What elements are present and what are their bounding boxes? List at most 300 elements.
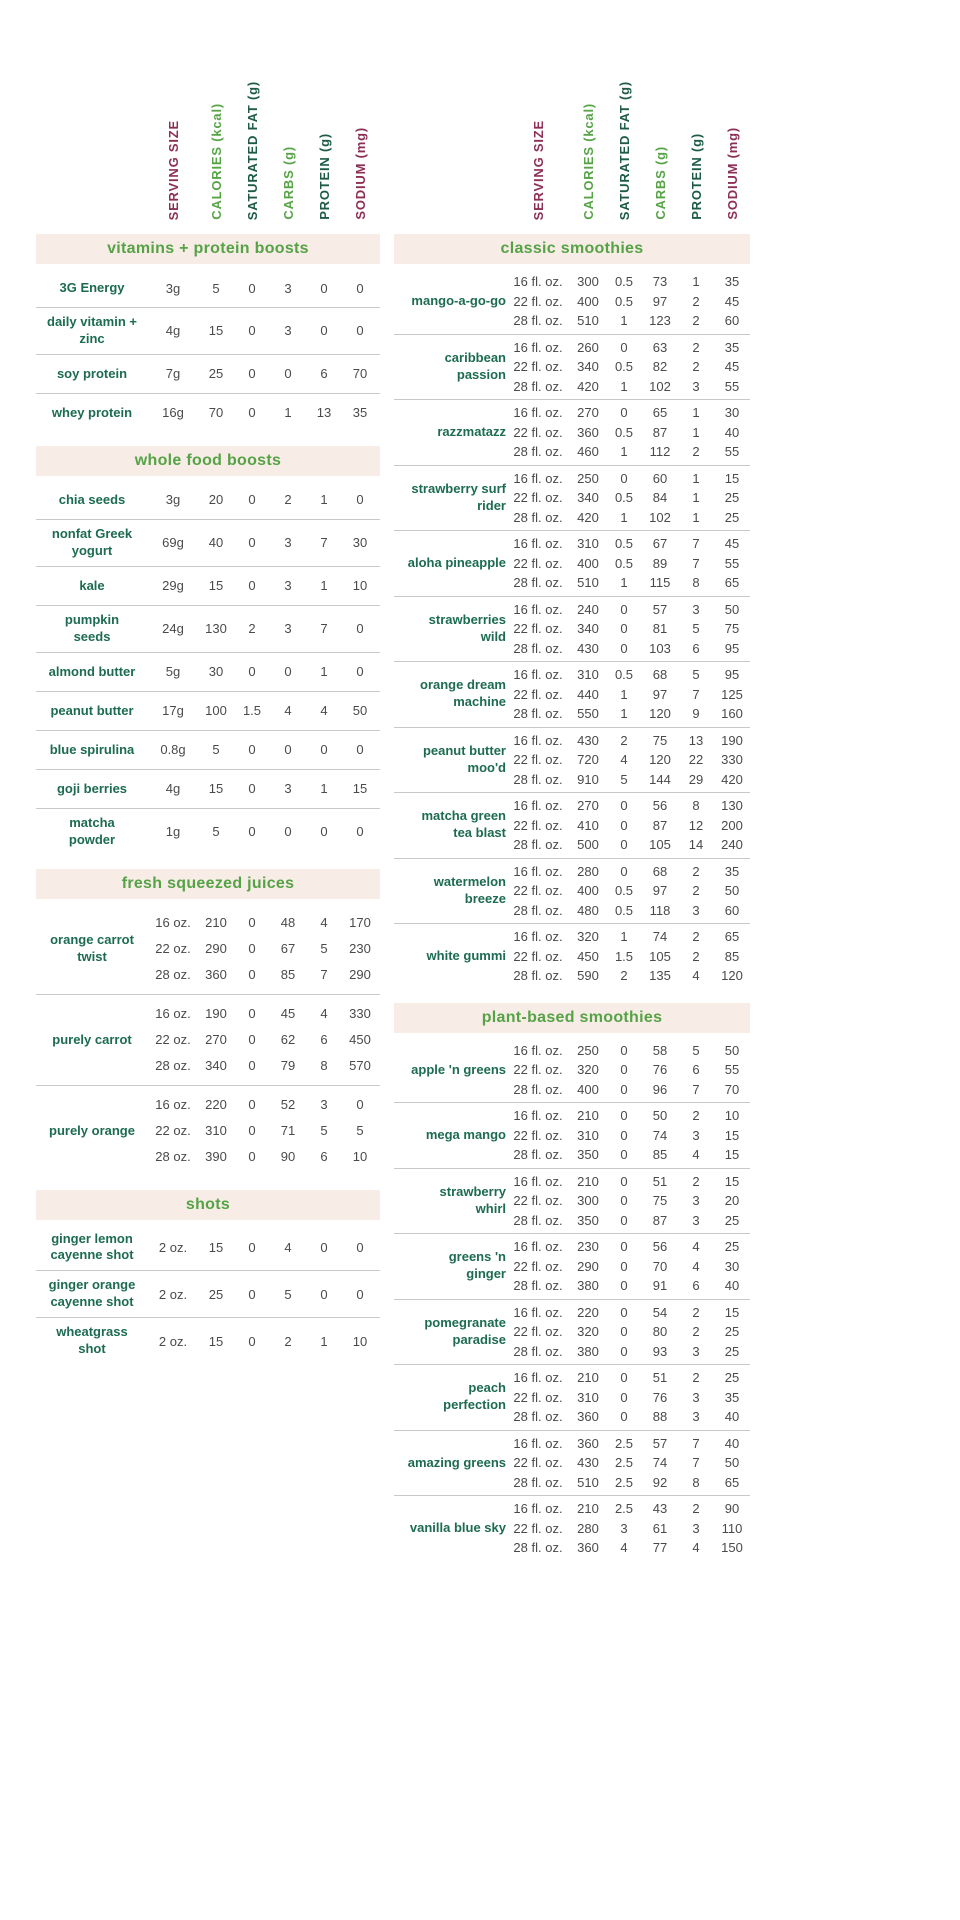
item-size-rows: [148, 1328, 380, 1354]
size-row: [148, 659, 380, 685]
calories-cell: 310: [205, 1123, 227, 1139]
protein-cell: 1: [320, 1333, 328, 1349]
item-size-rows: [148, 1281, 380, 1307]
sodium-cell: 0: [356, 280, 364, 296]
size-row: [506, 1191, 750, 1211]
sodium-cell: 330: [721, 752, 743, 768]
protein-cell: 3: [692, 1193, 700, 1209]
table-row: [36, 307, 380, 354]
serving-size-cell: 22 fl. oz.: [513, 1455, 563, 1471]
saturated-fat-cell: 0: [248, 1006, 256, 1022]
carbs-cell: 67: [652, 536, 668, 552]
item-name: [36, 1277, 148, 1311]
carbs-cell: 70: [652, 1258, 668, 1274]
saturated-fat-cell: 0: [248, 492, 256, 508]
column-header-label: PROTEIN (g): [688, 133, 704, 220]
saturated-fat-cell: 4: [620, 752, 628, 768]
serving-size-cell: 16 fl. oz.: [513, 1108, 563, 1124]
table-row: [394, 1168, 750, 1234]
carbs-cell: 82: [652, 359, 668, 375]
serving-size-cell: 22 fl. oz.: [513, 555, 563, 571]
carbs-cell: 89: [652, 555, 668, 571]
serving-size-cell: 28 fl. oz.: [513, 837, 563, 853]
protein-cell: 29: [688, 771, 704, 787]
size-row: [506, 508, 750, 528]
calories-cell: 190: [205, 1006, 227, 1022]
saturated-fat-cell: 0: [248, 781, 256, 797]
sodium-cell: 25: [724, 1370, 740, 1386]
item-size-rows: [148, 1235, 380, 1261]
sodium-cell: 0: [356, 1286, 364, 1302]
protein-cell: 6: [692, 1062, 700, 1078]
saturated-fat-cell: 0: [620, 1324, 628, 1340]
sodium-cell: 15: [724, 470, 740, 486]
table-row: [36, 1225, 380, 1271]
item-name: [394, 808, 506, 842]
item-name: [36, 1231, 148, 1265]
size-row: [506, 619, 750, 639]
carbs-cell: 105: [649, 837, 671, 853]
carbs-cell: 68: [652, 667, 668, 683]
table-row: [36, 1317, 380, 1364]
section-header: [36, 234, 380, 264]
saturated-fat-cell: 2: [620, 732, 628, 748]
section-title: plant-based smoothies: [481, 1008, 663, 1026]
serving-size-cell: 16 fl. oz.: [513, 667, 563, 683]
calories-cell: 350: [577, 1147, 599, 1163]
item-name: [394, 1184, 506, 1218]
size-row: [148, 1144, 380, 1170]
serving-size-cell: 22 fl. oz.: [513, 752, 563, 768]
item-name-text: chia seeds: [58, 491, 126, 507]
saturated-fat-cell: 1.5: [242, 703, 262, 719]
protein-cell: 4: [692, 1540, 700, 1556]
protein-cell: 6: [692, 640, 700, 656]
calories-cell: 210: [577, 1370, 599, 1386]
table-row: [394, 727, 750, 793]
size-row: [506, 423, 750, 443]
serving-size-cell: 4g: [165, 323, 181, 339]
item-name-text: soy protein: [56, 365, 128, 381]
serving-size-cell: 28 fl. oz.: [513, 509, 563, 525]
serving-size-cell: 28 fl. oz.: [513, 771, 563, 787]
calories-cell: 510: [577, 575, 599, 591]
sodium-cell: 60: [724, 902, 740, 918]
table-row: [36, 808, 380, 855]
serving-size-cell: 28 fl. oz.: [513, 1540, 563, 1556]
saturated-fat-cell: 0: [248, 323, 256, 339]
item-name: [36, 1324, 148, 1358]
column-header-label: SATURATED FAT (g): [244, 80, 260, 220]
sodium-cell: 10: [352, 1333, 368, 1349]
carbs-cell: 85: [652, 1147, 668, 1163]
sodium-cell: 170: [349, 915, 371, 931]
saturated-fat-cell: 0.5: [614, 902, 634, 918]
protein-cell: 4: [320, 1006, 328, 1022]
sodium-cell: 55: [724, 1062, 740, 1078]
size-row: [148, 530, 380, 556]
saturated-fat-cell: 0: [620, 470, 628, 486]
table-row: [394, 1495, 750, 1561]
item-name-text: pomegranate paradise: [424, 1314, 506, 1347]
size-row: [506, 835, 750, 855]
protein-cell: 14: [688, 837, 704, 853]
calories-cell: 310: [577, 536, 599, 552]
item-size-rows: [506, 1041, 750, 1100]
item-size-rows: [506, 862, 750, 921]
carbs-cell: 97: [652, 883, 668, 899]
sodium-cell: 10: [724, 1108, 740, 1124]
section-header: [394, 1003, 750, 1033]
calories-cell: 320: [577, 1324, 599, 1340]
saturated-fat-cell: 0: [620, 1389, 628, 1405]
item-name-text: greens 'n ginger: [448, 1249, 506, 1282]
calories-cell: 420: [577, 509, 599, 525]
carbs-cell: 93: [652, 1343, 668, 1359]
section-title: fresh squeezed juices: [121, 874, 295, 892]
calories-cell: 300: [577, 1193, 599, 1209]
item-name: [36, 314, 148, 348]
table-row: [36, 691, 380, 730]
size-row: [506, 1060, 750, 1080]
size-row: [506, 1538, 750, 1558]
size-row: [148, 698, 380, 724]
serving-size-cell: 28 fl. oz.: [513, 968, 563, 984]
sodium-cell: 40: [724, 424, 740, 440]
serving-size-cell: 22 fl. oz.: [513, 621, 563, 637]
protein-cell: 1: [692, 274, 700, 290]
size-row: [506, 1106, 750, 1126]
size-row: [506, 750, 750, 770]
carbs-cell: 51: [652, 1370, 668, 1386]
item-name-text: vanilla blue sky: [409, 1520, 506, 1536]
calories-cell: 340: [577, 359, 599, 375]
carbs-cell: 45: [280, 1006, 296, 1022]
section-header: [36, 1190, 380, 1220]
table-row: [394, 858, 750, 924]
carbs-cell: 87: [652, 424, 668, 440]
saturated-fat-cell: 2.5: [614, 1455, 634, 1471]
protein-cell: 0: [320, 742, 328, 758]
calories-cell: 360: [577, 1409, 599, 1425]
sodium-cell: 85: [724, 948, 740, 964]
item-name-text: peanut butter moo'd: [422, 742, 506, 775]
saturated-fat-cell: 4: [620, 1540, 628, 1556]
carbs-cell: 1: [284, 405, 292, 421]
saturated-fat-cell: 0.5: [614, 490, 634, 506]
size-row: [148, 819, 380, 845]
size-row: [506, 1276, 750, 1296]
item-size-rows: [506, 927, 750, 986]
table-row: [394, 269, 750, 334]
sodium-cell: 70: [352, 366, 368, 382]
serving-size-cell: 28 fl. oz.: [513, 1278, 563, 1294]
serving-size-cell: 16 fl. oz.: [513, 929, 563, 945]
saturated-fat-cell: 0.5: [614, 359, 634, 375]
size-row: [506, 1172, 750, 1192]
serving-size-cell: 22 oz.: [155, 1032, 191, 1048]
serving-size-cell: 16 fl. oz.: [513, 1370, 563, 1386]
size-row: [148, 1328, 380, 1354]
serving-size-cell: 22 fl. oz.: [513, 359, 563, 375]
protein-cell: 5: [692, 1042, 700, 1058]
carbs-cell: 118: [649, 902, 671, 918]
item-size-rows: [506, 338, 750, 397]
item-size-rows: [148, 659, 380, 685]
calories-cell: 250: [577, 470, 599, 486]
protein-cell: 4: [692, 1258, 700, 1274]
item-size-rows: [506, 1303, 750, 1362]
sodium-cell: 35: [724, 1389, 740, 1405]
protein-cell: 4: [692, 1147, 700, 1163]
carbs-cell: 97: [652, 293, 668, 309]
carbs-cell: 87: [652, 1212, 668, 1228]
carbs-cell: 3: [284, 578, 292, 594]
calories-cell: 500: [577, 837, 599, 853]
saturated-fat-cell: 1: [620, 378, 628, 394]
calories-cell: 430: [577, 732, 599, 748]
serving-size-cell: 2 oz.: [158, 1240, 188, 1255]
sodium-cell: 25: [724, 509, 740, 525]
column-header-calories: [570, 103, 606, 220]
calories-cell: 320: [577, 1062, 599, 1078]
sodium-cell: 0: [356, 1097, 364, 1113]
serving-size-cell: 16 fl. oz.: [513, 1501, 563, 1517]
saturated-fat-cell: 0: [620, 1304, 628, 1320]
saturated-fat-cell: 0: [248, 1123, 256, 1139]
calories-cell: 430: [577, 1455, 599, 1471]
protein-cell: 2: [692, 1173, 700, 1189]
protein-cell: 7: [692, 686, 700, 702]
column-header-carbs: [642, 146, 678, 220]
protein-cell: 5: [320, 1123, 328, 1139]
saturated-fat-cell: 0: [248, 915, 256, 931]
sodium-cell: 10: [352, 1149, 368, 1165]
protein-cell: 8: [692, 575, 700, 591]
calories-cell: 720: [577, 752, 599, 768]
calories-cell: 340: [205, 1058, 227, 1074]
serving-size-cell: 22 fl. oz.: [513, 817, 563, 833]
section-items: [394, 269, 750, 989]
item-name-text: purely orange: [49, 1122, 135, 1138]
carbs-cell: 96: [652, 1081, 668, 1097]
serving-size-cell: 22 fl. oz.: [513, 490, 563, 506]
protein-cell: 5: [692, 667, 700, 683]
sodium-cell: 0: [356, 664, 364, 680]
saturated-fat-cell: 5: [620, 771, 628, 787]
calories-cell: 25: [208, 1286, 224, 1302]
sodium-cell: 95: [724, 640, 740, 656]
saturated-fat-cell: 1: [620, 929, 628, 945]
saturated-fat-cell: 0: [620, 601, 628, 617]
size-row: [148, 1118, 380, 1144]
carbs-cell: 48: [280, 915, 296, 931]
serving-size-cell: 16g: [162, 405, 184, 421]
calories-cell: 310: [577, 1389, 599, 1405]
sodium-cell: 40: [724, 1409, 740, 1425]
table-row: [36, 652, 380, 691]
saturated-fat-cell: 0.5: [614, 274, 634, 290]
table-row: [394, 1233, 750, 1299]
item-name: [36, 815, 148, 849]
carbs-cell: 120: [649, 706, 671, 722]
item-name-text: watermelon breeze: [433, 873, 506, 906]
saturated-fat-cell: 0: [248, 1149, 256, 1165]
sodium-cell: 110: [721, 1520, 743, 1536]
item-name: [36, 780, 148, 798]
item-size-rows: [506, 1434, 750, 1493]
section-items: [36, 269, 380, 432]
column-header-saturated-fat: [234, 81, 270, 220]
item-name: [36, 526, 148, 560]
column-header-carbs: [270, 146, 306, 220]
column-header-calories: [198, 103, 234, 220]
sodium-cell: 0: [356, 621, 364, 637]
item-size-rows: [148, 1092, 380, 1170]
carbs-cell: 4: [284, 1240, 292, 1255]
protein-cell: 2: [692, 863, 700, 879]
serving-size-cell: 22 fl. oz.: [513, 1193, 563, 1209]
serving-size-cell: 22 fl. oz.: [513, 883, 563, 899]
carbs-cell: 3: [284, 280, 292, 296]
carbs-cell: 0: [284, 824, 292, 840]
item-size-rows: [148, 487, 380, 513]
sodium-cell: 25: [724, 1343, 740, 1359]
saturated-fat-cell: 0: [248, 1032, 256, 1048]
saturated-fat-cell: 2.5: [614, 1474, 634, 1490]
protein-cell: 7: [692, 555, 700, 571]
item-size-rows: [148, 737, 380, 763]
column-header-label: CALORIES (kcal): [208, 103, 224, 220]
calories-cell: 230: [577, 1239, 599, 1255]
sodium-cell: 45: [724, 536, 740, 552]
protein-cell: 7: [320, 535, 328, 551]
sodium-cell: 55: [724, 555, 740, 571]
carbs-cell: 60: [652, 470, 668, 486]
serving-size-cell: 1g: [165, 824, 181, 840]
calories-cell: 270: [577, 405, 599, 421]
serving-size-cell: 22 oz.: [155, 941, 191, 957]
carbs-cell: 91: [652, 1278, 668, 1294]
sodium-cell: 0: [356, 824, 364, 840]
item-name: [36, 741, 148, 759]
protein-cell: 1: [320, 781, 328, 797]
left-panel: [36, 44, 380, 1364]
size-row: [506, 1080, 750, 1100]
protein-cell: 2: [692, 1304, 700, 1320]
item-name: [394, 1454, 506, 1472]
protein-cell: 3: [692, 1409, 700, 1425]
carbs-cell: 3: [284, 781, 292, 797]
calories-cell: 5: [212, 280, 220, 296]
calories-cell: 20: [208, 492, 224, 508]
item-name-text: almond butter: [48, 663, 136, 679]
saturated-fat-cell: 0: [620, 863, 628, 879]
carbs-cell: 57: [652, 601, 668, 617]
item-name: [36, 279, 148, 297]
sodium-cell: 30: [724, 1258, 740, 1274]
saturated-fat-cell: 2.5: [614, 1435, 634, 1451]
serving-size-cell: 28 oz.: [155, 1058, 191, 1074]
size-row: [506, 796, 750, 816]
saturated-fat-cell: 0: [620, 1062, 628, 1078]
size-row: [506, 403, 750, 423]
serving-size-cell: 28 fl. oz.: [513, 444, 563, 460]
protein-cell: 3: [692, 601, 700, 617]
sodium-cell: 50: [724, 1042, 740, 1058]
serving-size-cell: 16 fl. oz.: [513, 1435, 563, 1451]
serving-size-cell: 22 fl. oz.: [513, 948, 563, 964]
carbs-cell: 76: [652, 1062, 668, 1078]
section-header: [36, 869, 380, 899]
serving-size-cell: 28 fl. oz.: [513, 902, 563, 918]
right-panel: [394, 44, 750, 1561]
saturated-fat-cell: 0: [248, 664, 256, 680]
serving-size-cell: 28 fl. oz.: [513, 378, 563, 394]
size-row: [506, 816, 750, 836]
sodium-cell: 15: [724, 1173, 740, 1189]
item-name: [36, 612, 148, 646]
size-row: [506, 357, 750, 377]
protein-cell: 2: [692, 1370, 700, 1386]
carbs-cell: 0: [284, 366, 292, 382]
size-row: [506, 1388, 750, 1408]
calories-cell: 400: [577, 293, 599, 309]
size-row: [506, 272, 750, 292]
saturated-fat-cell: 0: [620, 1370, 628, 1386]
saturated-fat-cell: 0.5: [614, 536, 634, 552]
item-name: [36, 1122, 148, 1140]
size-row: [148, 737, 380, 763]
protein-cell: 4: [320, 703, 328, 719]
table-row: [394, 1364, 750, 1430]
saturated-fat-cell: 0: [248, 1097, 256, 1113]
saturated-fat-cell: 0: [620, 1193, 628, 1209]
calories-cell: 360: [577, 1435, 599, 1451]
item-name-text: mango-a-go-go: [411, 293, 506, 309]
sodium-cell: 200: [721, 817, 743, 833]
calories-cell: 320: [577, 929, 599, 945]
carbs-cell: 85: [280, 967, 296, 983]
sodium-cell: 10: [352, 578, 368, 594]
sodium-cell: 35: [724, 274, 740, 290]
saturated-fat-cell: 1: [620, 706, 628, 722]
sodium-cell: 55: [724, 378, 740, 394]
carbs-cell: 73: [652, 274, 668, 290]
size-row: [148, 275, 380, 301]
protein-cell: 2: [692, 948, 700, 964]
carbs-cell: 74: [652, 1127, 668, 1143]
sodium-cell: 45: [724, 293, 740, 309]
item-size-rows: [506, 731, 750, 790]
size-row: [506, 554, 750, 574]
protein-cell: 8: [692, 1474, 700, 1490]
size-row: [506, 338, 750, 358]
item-name-text: mega mango: [425, 1127, 506, 1143]
carbs-cell: 50: [652, 1108, 668, 1124]
column-header-serving-size: [506, 120, 570, 220]
protein-cell: 1: [692, 470, 700, 486]
table-row: [36, 904, 380, 994]
calories-cell: 350: [577, 1212, 599, 1228]
serving-size-cell: 22 fl. oz.: [513, 424, 563, 440]
calories-cell: 430: [577, 640, 599, 656]
size-row: [506, 573, 750, 593]
sodium-cell: 50: [724, 883, 740, 899]
saturated-fat-cell: 0: [248, 578, 256, 594]
saturated-fat-cell: 3: [620, 1520, 628, 1536]
calories-cell: 220: [577, 1304, 599, 1320]
